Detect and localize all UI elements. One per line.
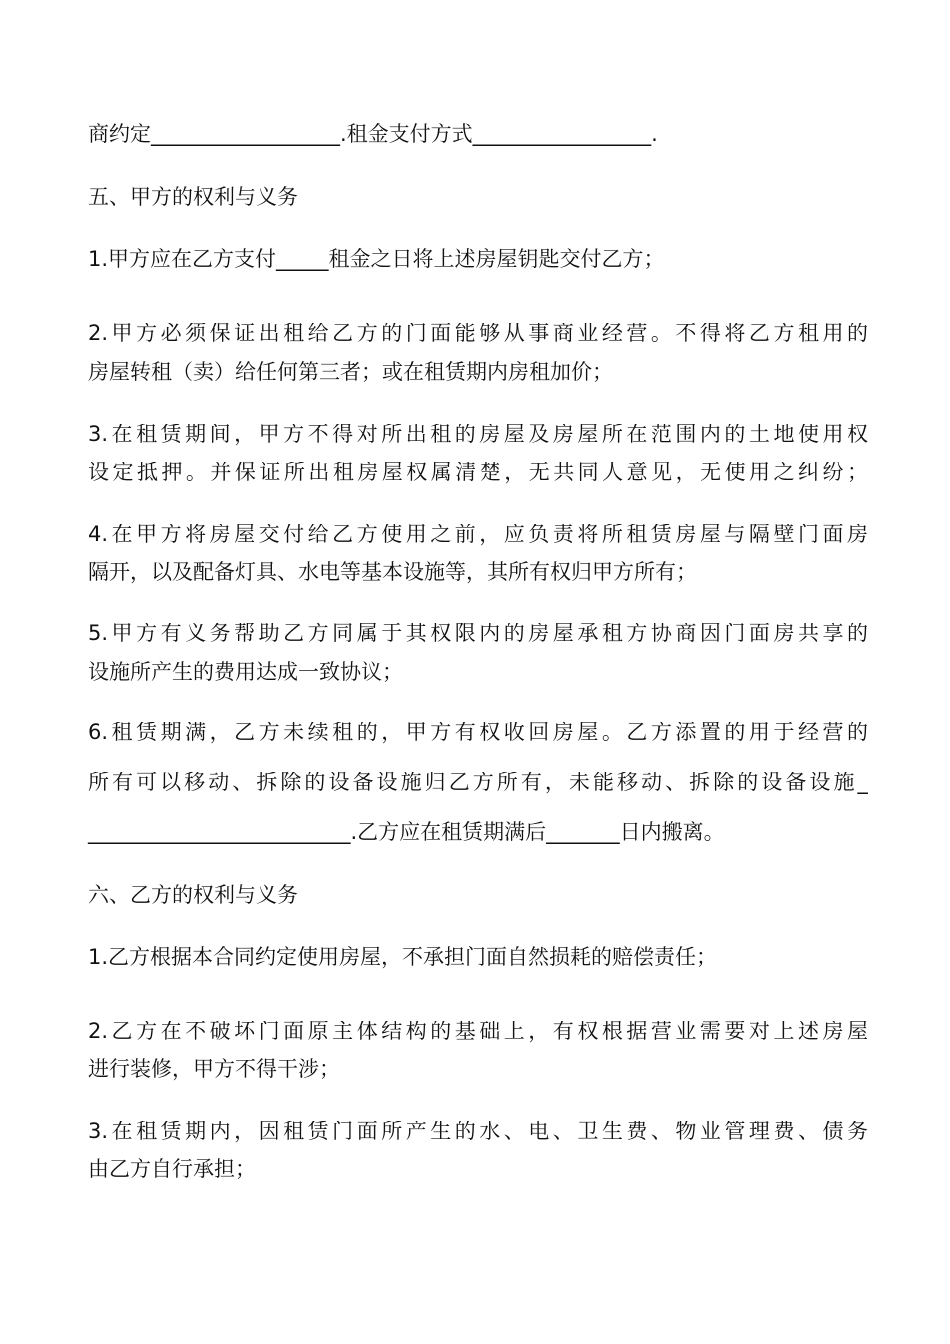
text-line: 设施所产生的费用达成一致协议； <box>88 660 403 684</box>
text-line: 1.乙方根据本合同约定使用房屋，不承担门面自然损耗的赔偿责任； <box>88 945 718 969</box>
section-heading: 五、甲方的权利与义务 <box>88 185 298 209</box>
text-line: 5.甲方有义务帮助乙方同属于其权限内的房屋承租方协商因门面房共享的 <box>88 623 868 645</box>
text-line: _________________________.乙方应在租赁期满后_______日内搬离。 <box>88 820 725 844</box>
text-line: 进行装修，甲方不得干涉； <box>88 1057 340 1081</box>
text-line: 2.甲方必须保证出租给乙方的门面能够从事商业经营。不得将乙方租用的 <box>88 323 868 345</box>
text-line: 房屋转租（卖）给任何第三者；或在租赁期内房租加价； <box>88 360 613 384</box>
text-line: 由乙方自行承担； <box>88 1157 256 1181</box>
text-line: 设定抵押。并保证所出租房屋权属清楚，无共同人意见，无使用之纠纷； <box>88 462 868 484</box>
text-line: 商约定__________________.租金支付方式_________________. <box>88 122 658 146</box>
text-line: 6.租赁期满，乙方未续租的，甲方有权收回房屋。乙方添置的用于经营的 <box>88 722 868 744</box>
text-line: 4.在甲方将房屋交付给乙方使用之前，应负责将所租赁房屋与隔壁门面房 <box>88 524 868 546</box>
text-line: 隔开，以及配备灯具、水电等基本设施等，其所有权归甲方所有； <box>88 560 697 584</box>
text-line: 所有可以移动、拆除的设备设施归乙方所有，未能移动、拆除的设备设施_ <box>88 772 868 794</box>
text-line: 1.甲方应在乙方支付_____租金之日将上述房屋钥匙交付乙方； <box>88 247 665 271</box>
text-line: 3.在租赁期间，甲方不得对所出租的房屋及房屋所在范围内的土地使用权 <box>88 424 868 446</box>
section-heading: 六、乙方的权利与义务 <box>88 883 298 907</box>
text-line: 3.在租赁期内，因租赁门面所产生的水、电、卫生费、物业管理费、债务 <box>88 1121 868 1143</box>
text-line: 2.乙方在不破坏门面原主体结构的基础上，有权根据营业需要对上述房屋 <box>88 1021 868 1043</box>
